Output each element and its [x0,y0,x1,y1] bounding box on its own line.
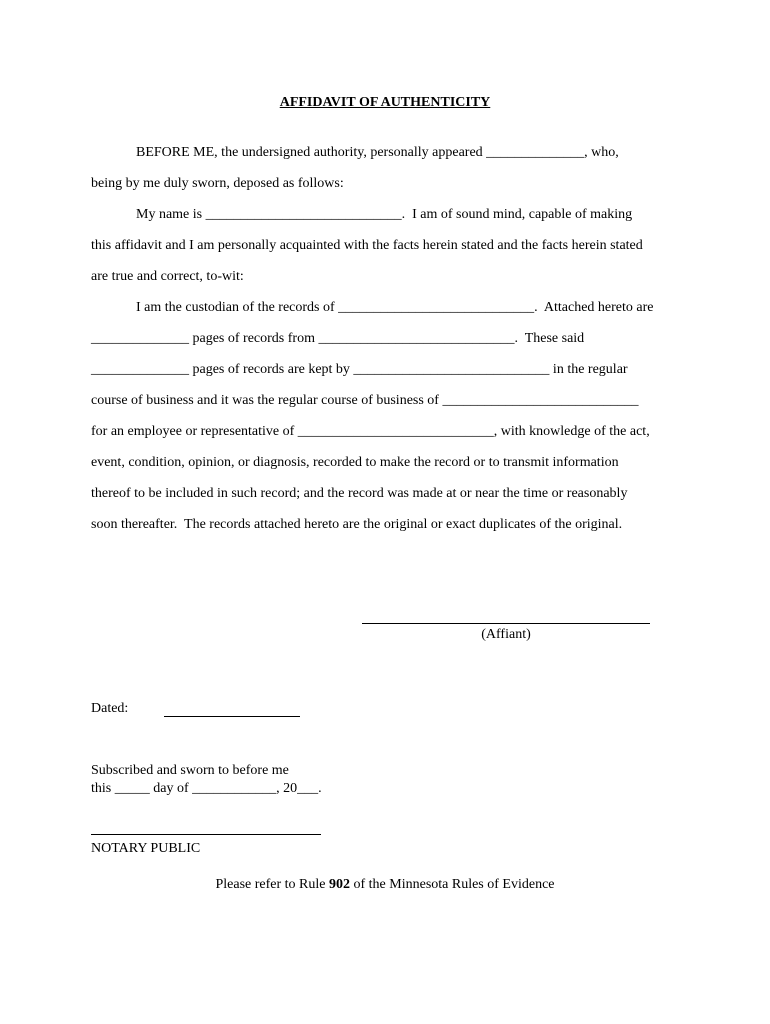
affiant-signature-line [362,623,650,624]
notary-public-label: NOTARY PUBLIC [91,841,201,856]
subscribed-line: Subscribed and sworn to before me [91,763,289,778]
body-line: course of business and it was the regular course of business of ____________________________ [91,393,639,408]
body-line: this affidavit and I am personally acquainted with the facts herein stated and the facts herein stated [91,238,643,253]
subscribed-date-line: this _____ day of ____________, 20___. [91,781,322,796]
body-line: ______________ pages of records from ____________________________. These said [91,331,585,346]
body-line: being by me duly sworn, deposed as follows: [91,176,344,191]
footer-prefix: Please refer to Rule [215,877,329,892]
rule-reference-footer [0,876,770,894]
body-line: for an employee or representative of ____________________________, with knowledge of the act, [91,424,650,439]
body-line: soon thereafter. The records attached hereto are the original or exact duplicates of the original. [91,517,623,532]
body-line: event, condition, opinion, or diagnosis, recorded to make the record or to transmit information [91,455,619,470]
footer-rule-number: 902 [329,877,350,892]
dated-signature-line [164,716,300,717]
notary-signature-line [91,834,321,835]
footer-suffix: of the Minnesota Rules of Evidence [350,877,555,892]
body-line: I am the custodian of the records of ____________________________. Attached hereto are [136,300,654,315]
body-line: My name is ____________________________. I am of sound mind, capable of making [136,207,633,222]
document-title: AFFIDAVIT OF AUTHENTICITY [279,95,491,110]
body-line: thereof to be included in such record; and the record was made at or near the time or reasonably [91,486,628,501]
body-line: are true and correct, to-wit: [91,269,244,284]
body-line: BEFORE ME, the undersigned authority, personally appeared ______________, who, [136,145,619,160]
dated-label: Dated: [91,701,129,716]
body-line: ______________ pages of records are kept by ____________________________ in the regular [91,362,628,377]
affiant-label: (Affiant) [481,627,531,642]
